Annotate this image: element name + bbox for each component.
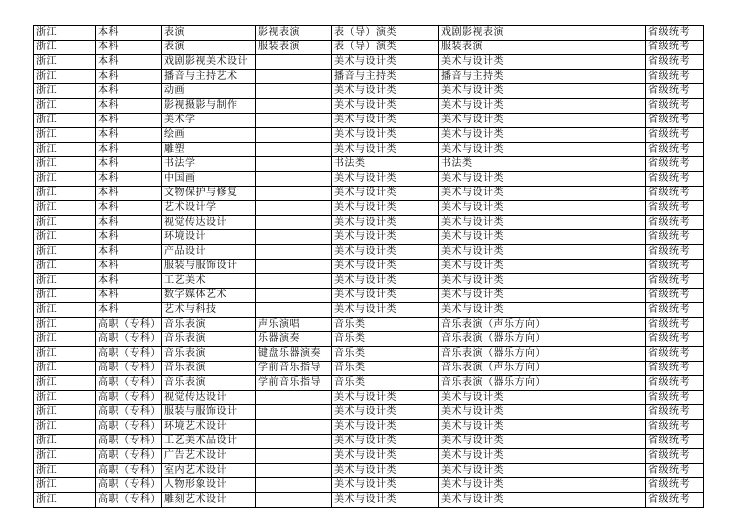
- table-row: [34, 171, 704, 186]
- exam-category-cell: 播音与主持类: [332, 69, 439, 84]
- province-cell: 浙江: [34, 405, 96, 420]
- direction-cell: [256, 434, 332, 449]
- exam-subject-cell: 美术与设计类: [439, 390, 646, 405]
- exam-subject-cell: 美术与设计类: [439, 288, 646, 303]
- exam-subject-cell: 戏剧影视表演: [439, 26, 646, 41]
- exam-subject-cell: 美术与设计类: [439, 55, 646, 70]
- province-cell: 浙江: [34, 274, 96, 289]
- exam-category-cell: 美术与设计类: [332, 128, 439, 143]
- table-row: [34, 303, 704, 318]
- exam-type-cell: 省级统考: [646, 201, 704, 216]
- exam-category-cell: 美术与设计类: [332, 493, 439, 508]
- exam-category-cell: 音乐类: [332, 361, 439, 376]
- exam-subject-cell: 音乐表演（声乐方向）: [439, 317, 646, 332]
- level-cell: 本科: [96, 259, 162, 274]
- exam-subject-cell: 美术与设计类: [439, 274, 646, 289]
- major-cell: 环境设计: [162, 230, 256, 245]
- table-row: [34, 26, 704, 41]
- province-cell: 浙江: [34, 332, 96, 347]
- table-row: [34, 98, 704, 113]
- table-row: [34, 332, 704, 347]
- major-cell: 表演: [162, 26, 256, 41]
- major-cell: 艺术设计学: [162, 201, 256, 216]
- level-cell: 高职（专科）: [96, 493, 162, 508]
- level-cell: 本科: [96, 230, 162, 245]
- major-cell: 产品设计: [162, 244, 256, 259]
- province-cell: 浙江: [34, 434, 96, 449]
- table-row: [34, 244, 704, 259]
- exam-type-cell: 省级统考: [646, 390, 704, 405]
- province-cell: 浙江: [34, 186, 96, 201]
- direction-cell: [256, 69, 332, 84]
- direction-cell: [256, 493, 332, 508]
- major-cell: 工艺美术: [162, 274, 256, 289]
- direction-cell: [256, 157, 332, 172]
- exam-type-cell: 省级统考: [646, 244, 704, 259]
- level-cell: 本科: [96, 113, 162, 128]
- level-cell: 高职（专科）: [96, 317, 162, 332]
- major-cell: 雕塑: [162, 142, 256, 157]
- exam-category-cell: 书法类: [332, 157, 439, 172]
- table-row: [34, 55, 704, 70]
- exam-category-cell: 美术与设计类: [332, 113, 439, 128]
- exam-type-cell: 省级统考: [646, 40, 704, 55]
- exam-type-cell: 省级统考: [646, 405, 704, 420]
- major-cell: 雕刻艺术设计: [162, 493, 256, 508]
- major-cell: 动画: [162, 84, 256, 99]
- exam-subject-cell: 美术与设计类: [439, 171, 646, 186]
- exam-type-cell: 省级统考: [646, 98, 704, 113]
- exam-type-cell: 省级统考: [646, 420, 704, 435]
- exam-category-cell: 美术与设计类: [332, 98, 439, 113]
- table-row: [34, 259, 704, 274]
- major-cell: 人物形象设计: [162, 478, 256, 493]
- exam-type-cell: 省级统考: [646, 26, 704, 41]
- level-cell: 本科: [96, 186, 162, 201]
- level-cell: 本科: [96, 215, 162, 230]
- major-cell: 音乐表演: [162, 347, 256, 362]
- exam-subject-cell: 美术与设计类: [439, 303, 646, 318]
- table-row: [34, 478, 704, 493]
- level-cell: 高职（专科）: [96, 449, 162, 464]
- table-row: [34, 157, 704, 172]
- table-row: [34, 230, 704, 245]
- table-row: [34, 405, 704, 420]
- level-cell: 高职（专科）: [96, 347, 162, 362]
- direction-cell: [256, 390, 332, 405]
- exam-category-cell: 美术与设计类: [332, 390, 439, 405]
- level-cell: 高职（专科）: [96, 390, 162, 405]
- level-cell: 本科: [96, 55, 162, 70]
- level-cell: 本科: [96, 201, 162, 216]
- direction-cell: [256, 463, 332, 478]
- level-cell: 本科: [96, 244, 162, 259]
- direction-cell: [256, 405, 332, 420]
- direction-cell: [256, 171, 332, 186]
- table-row: [34, 288, 704, 303]
- province-cell: 浙江: [34, 171, 96, 186]
- province-cell: 浙江: [34, 361, 96, 376]
- exam-subject-cell: 美术与设计类: [439, 98, 646, 113]
- exam-type-cell: 省级统考: [646, 128, 704, 143]
- table-row: [34, 347, 704, 362]
- level-cell: 本科: [96, 274, 162, 289]
- exam-type-cell: 省级统考: [646, 361, 704, 376]
- exam-category-cell: 美术与设计类: [332, 84, 439, 99]
- exam-type-cell: 省级统考: [646, 69, 704, 84]
- major-cell: 数字媒体艺术: [162, 288, 256, 303]
- exam-type-cell: 省级统考: [646, 215, 704, 230]
- exam-category-cell: 音乐类: [332, 376, 439, 391]
- major-cell: 绘画: [162, 128, 256, 143]
- province-cell: 浙江: [34, 113, 96, 128]
- level-cell: 本科: [96, 142, 162, 157]
- level-cell: 高职（专科）: [96, 478, 162, 493]
- exam-category-cell: 美术与设计类: [332, 420, 439, 435]
- exam-subject-cell: 音乐表演（声乐方向）: [439, 361, 646, 376]
- province-cell: 浙江: [34, 55, 96, 70]
- exam-type-cell: 省级统考: [646, 274, 704, 289]
- province-cell: 浙江: [34, 201, 96, 216]
- exam-subject-cell: 美术与设计类: [439, 201, 646, 216]
- exam-type-cell: 省级统考: [646, 317, 704, 332]
- exam-category-cell: 美术与设计类: [332, 449, 439, 464]
- province-cell: 浙江: [34, 142, 96, 157]
- exam-subject-cell: 美术与设计类: [439, 186, 646, 201]
- table-body: [34, 26, 704, 508]
- exam-subject-cell: 美术与设计类: [439, 259, 646, 274]
- direction-cell: 学前音乐指导: [256, 376, 332, 391]
- province-cell: 浙江: [34, 244, 96, 259]
- exam-category-cell: 美术与设计类: [332, 171, 439, 186]
- exam-category-cell: 美术与设计类: [332, 215, 439, 230]
- level-cell: 本科: [96, 98, 162, 113]
- direction-cell: 键盘乐器演奏: [256, 347, 332, 362]
- exam-subject-cell: 美术与设计类: [439, 215, 646, 230]
- exam-type-cell: 省级统考: [646, 142, 704, 157]
- exam-subject-cell: 美术与设计类: [439, 478, 646, 493]
- major-cell: 工艺美术品设计: [162, 434, 256, 449]
- major-cell: 中国画: [162, 171, 256, 186]
- province-cell: 浙江: [34, 157, 96, 172]
- table-row: [34, 376, 704, 391]
- major-cell: 音乐表演: [162, 332, 256, 347]
- level-cell: 本科: [96, 171, 162, 186]
- level-cell: 本科: [96, 40, 162, 55]
- province-cell: 浙江: [34, 493, 96, 508]
- exam-category-cell: 美术与设计类: [332, 274, 439, 289]
- province-cell: 浙江: [34, 303, 96, 318]
- direction-cell: [256, 215, 332, 230]
- exam-subject-cell: 美术与设计类: [439, 128, 646, 143]
- province-cell: 浙江: [34, 390, 96, 405]
- direction-cell: 服装表演: [256, 40, 332, 55]
- major-cell: 视觉传达设计: [162, 215, 256, 230]
- level-cell: 本科: [96, 69, 162, 84]
- level-cell: 高职（专科）: [96, 361, 162, 376]
- table-row: [34, 361, 704, 376]
- exam-type-cell: 省级统考: [646, 478, 704, 493]
- table-row: [34, 420, 704, 435]
- exam-category-cell: 美术与设计类: [332, 259, 439, 274]
- exam-type-cell: 省级统考: [646, 186, 704, 201]
- direction-cell: 学前音乐指导: [256, 361, 332, 376]
- exam-type-cell: 省级统考: [646, 463, 704, 478]
- admissions-table: [33, 25, 704, 508]
- exam-type-cell: 省级统考: [646, 84, 704, 99]
- exam-category-cell: 音乐类: [332, 317, 439, 332]
- table-row: [34, 69, 704, 84]
- direction-cell: [256, 128, 332, 143]
- major-cell: 表演: [162, 40, 256, 55]
- exam-type-cell: 省级统考: [646, 230, 704, 245]
- province-cell: 浙江: [34, 478, 96, 493]
- level-cell: 高职（专科）: [96, 332, 162, 347]
- exam-subject-cell: 音乐表演（器乐方向）: [439, 347, 646, 362]
- direction-cell: [256, 113, 332, 128]
- province-cell: 浙江: [34, 259, 96, 274]
- direction-cell: 声乐演唱: [256, 317, 332, 332]
- level-cell: 高职（专科）: [96, 434, 162, 449]
- table-row: [34, 201, 704, 216]
- direction-cell: [256, 259, 332, 274]
- table-row: [34, 493, 704, 508]
- direction-cell: [256, 201, 332, 216]
- exam-subject-cell: 美术与设计类: [439, 449, 646, 464]
- exam-subject-cell: 美术与设计类: [439, 244, 646, 259]
- major-cell: 室内艺术设计: [162, 463, 256, 478]
- major-cell: 音乐表演: [162, 361, 256, 376]
- exam-type-cell: 省级统考: [646, 449, 704, 464]
- level-cell: 本科: [96, 26, 162, 41]
- exam-category-cell: 美术与设计类: [332, 303, 439, 318]
- exam-subject-cell: 美术与设计类: [439, 493, 646, 508]
- direction-cell: [256, 288, 332, 303]
- exam-type-cell: 省级统考: [646, 434, 704, 449]
- exam-category-cell: 美术与设计类: [332, 230, 439, 245]
- exam-subject-cell: 美术与设计类: [439, 463, 646, 478]
- exam-category-cell: 表（导）演类: [332, 26, 439, 41]
- table-row: [34, 84, 704, 99]
- level-cell: 本科: [96, 128, 162, 143]
- province-cell: 浙江: [34, 215, 96, 230]
- exam-category-cell: 美术与设计类: [332, 55, 439, 70]
- exam-type-cell: 省级统考: [646, 259, 704, 274]
- direction-cell: [256, 84, 332, 99]
- direction-cell: [256, 55, 332, 70]
- exam-type-cell: 省级统考: [646, 113, 704, 128]
- province-cell: 浙江: [34, 84, 96, 99]
- province-cell: 浙江: [34, 449, 96, 464]
- level-cell: 本科: [96, 303, 162, 318]
- exam-category-cell: 美术与设计类: [332, 288, 439, 303]
- table-row: [34, 113, 704, 128]
- major-cell: 环境艺术设计: [162, 420, 256, 435]
- direction-cell: [256, 142, 332, 157]
- exam-subject-cell: 美术与设计类: [439, 84, 646, 99]
- exam-type-cell: 省级统考: [646, 157, 704, 172]
- exam-subject-cell: 美术与设计类: [439, 230, 646, 245]
- major-cell: 服装与服饰设计: [162, 259, 256, 274]
- exam-subject-cell: 美术与设计类: [439, 420, 646, 435]
- province-cell: 浙江: [34, 420, 96, 435]
- province-cell: 浙江: [34, 376, 96, 391]
- exam-category-cell: 美术与设计类: [332, 478, 439, 493]
- exam-type-cell: 省级统考: [646, 288, 704, 303]
- table-row: [34, 434, 704, 449]
- major-cell: 视觉传达设计: [162, 390, 256, 405]
- table-row: [34, 215, 704, 230]
- major-cell: 书法学: [162, 157, 256, 172]
- direction-cell: [256, 449, 332, 464]
- exam-subject-cell: 书法类: [439, 157, 646, 172]
- province-cell: 浙江: [34, 26, 96, 41]
- major-cell: 戏剧影视美术设计: [162, 55, 256, 70]
- table-row: [34, 449, 704, 464]
- province-cell: 浙江: [34, 288, 96, 303]
- exam-category-cell: 表（导）演类: [332, 40, 439, 55]
- major-cell: 音乐表演: [162, 376, 256, 391]
- exam-category-cell: 美术与设计类: [332, 201, 439, 216]
- document-page: [33, 25, 704, 508]
- major-cell: 音乐表演: [162, 317, 256, 332]
- level-cell: 高职（专科）: [96, 463, 162, 478]
- table-row: [34, 40, 704, 55]
- direction-cell: [256, 244, 332, 259]
- level-cell: 高职（专科）: [96, 376, 162, 391]
- province-cell: 浙江: [34, 317, 96, 332]
- table-row: [34, 390, 704, 405]
- major-cell: 服装与服饰设计: [162, 405, 256, 420]
- level-cell: 本科: [96, 84, 162, 99]
- level-cell: 高职（专科）: [96, 405, 162, 420]
- direction-cell: [256, 420, 332, 435]
- direction-cell: [256, 478, 332, 493]
- exam-category-cell: 美术与设计类: [332, 405, 439, 420]
- exam-type-cell: 省级统考: [646, 332, 704, 347]
- direction-cell: [256, 98, 332, 113]
- exam-subject-cell: 美术与设计类: [439, 113, 646, 128]
- province-cell: 浙江: [34, 98, 96, 113]
- exam-subject-cell: 音乐表演（器乐方向）: [439, 332, 646, 347]
- exam-category-cell: 美术与设计类: [332, 142, 439, 157]
- table-row: [34, 128, 704, 143]
- direction-cell: 乐器演奏: [256, 332, 332, 347]
- level-cell: 本科: [96, 288, 162, 303]
- exam-type-cell: 省级统考: [646, 303, 704, 318]
- exam-category-cell: 美术与设计类: [332, 244, 439, 259]
- exam-category-cell: 美术与设计类: [332, 186, 439, 201]
- province-cell: 浙江: [34, 463, 96, 478]
- exam-type-cell: 省级统考: [646, 376, 704, 391]
- exam-subject-cell: 美术与设计类: [439, 405, 646, 420]
- province-cell: 浙江: [34, 230, 96, 245]
- table-row: [34, 463, 704, 478]
- level-cell: 本科: [96, 157, 162, 172]
- province-cell: 浙江: [34, 347, 96, 362]
- exam-subject-cell: 播音与主持类: [439, 69, 646, 84]
- exam-category-cell: 美术与设计类: [332, 434, 439, 449]
- exam-category-cell: 美术与设计类: [332, 463, 439, 478]
- table-row: [34, 186, 704, 201]
- exam-subject-cell: 音乐表演（器乐方向）: [439, 376, 646, 391]
- direction-cell: [256, 303, 332, 318]
- table-row: [34, 274, 704, 289]
- exam-category-cell: 音乐类: [332, 347, 439, 362]
- province-cell: 浙江: [34, 40, 96, 55]
- exam-subject-cell: 服装表演: [439, 40, 646, 55]
- exam-category-cell: 音乐类: [332, 332, 439, 347]
- exam-type-cell: 省级统考: [646, 55, 704, 70]
- province-cell: 浙江: [34, 69, 96, 84]
- exam-subject-cell: 美术与设计类: [439, 142, 646, 157]
- direction-cell: [256, 274, 332, 289]
- exam-type-cell: 省级统考: [646, 493, 704, 508]
- province-cell: 浙江: [34, 128, 96, 143]
- major-cell: 文物保护与修复: [162, 186, 256, 201]
- major-cell: 播音与主持艺术: [162, 69, 256, 84]
- major-cell: 影视摄影与制作: [162, 98, 256, 113]
- direction-cell: 影视表演: [256, 26, 332, 41]
- table-row: [34, 317, 704, 332]
- major-cell: 艺术与科技: [162, 303, 256, 318]
- exam-type-cell: 省级统考: [646, 171, 704, 186]
- direction-cell: [256, 230, 332, 245]
- level-cell: 高职（专科）: [96, 420, 162, 435]
- exam-type-cell: 省级统考: [646, 347, 704, 362]
- major-cell: 美术学: [162, 113, 256, 128]
- table-row: [34, 142, 704, 157]
- direction-cell: [256, 186, 332, 201]
- major-cell: 广告艺术设计: [162, 449, 256, 464]
- exam-subject-cell: 美术与设计类: [439, 434, 646, 449]
